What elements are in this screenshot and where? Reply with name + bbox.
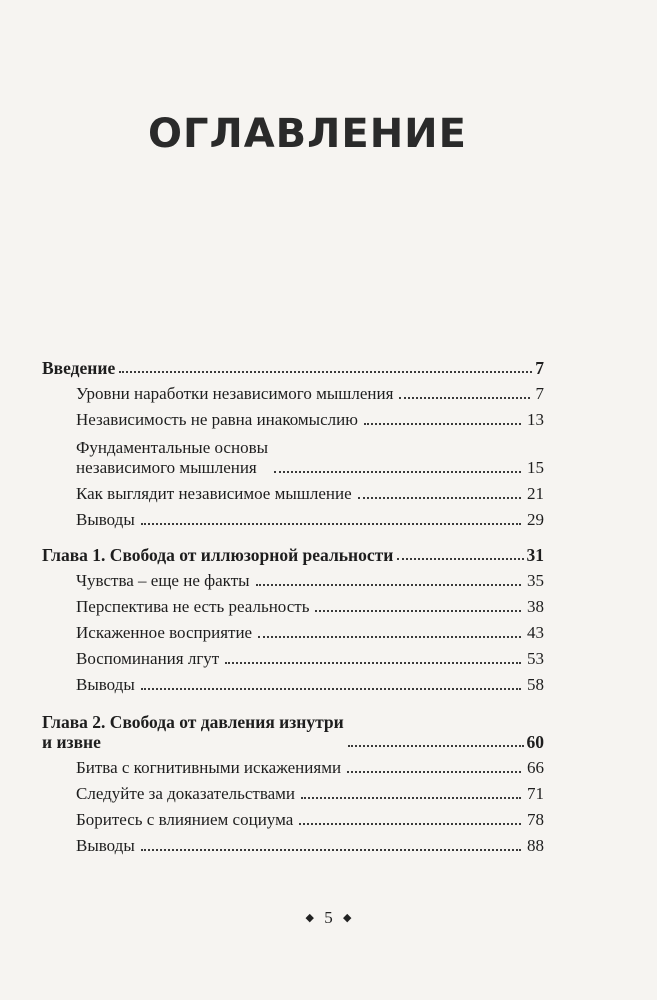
toc-item[interactable] [42,752,544,778]
toc-item-title-line2: независимого мышления [76,458,257,477]
toc-page-number: 21 [527,484,544,503]
toc-page-number: 29 [527,510,544,529]
toc-item-title: Искаженное восприятие [76,623,253,642]
dot-leader [141,688,521,690]
toc-page-number: 43 [527,623,544,642]
toc-item[interactable] [42,378,544,404]
toc-chapter-1 [42,539,544,695]
toc-item-title: Чувства – еще не факты [76,571,250,590]
table-of-contents [42,352,544,865]
toc-page-number: 35 [527,571,544,590]
toc-item-title: Выводы [76,836,135,855]
toc-item[interactable] [42,804,544,830]
dot-leader [256,584,521,586]
toc-item-title: Уровни наработки независимого мышления [76,384,394,403]
toc-page-number: 13 [527,410,544,429]
toc-item-title: Выводы [76,510,135,529]
toc-chapter-title: Глава 1. Свобода от иллюзорной реальности [42,545,394,565]
toc-item[interactable] [42,478,544,504]
dot-leader [397,558,523,560]
dot-leader [141,849,521,851]
dot-leader [274,471,521,473]
toc-chapter-title [42,712,344,752]
toc-item[interactable] [42,778,544,804]
dot-leader [141,523,521,525]
toc-chapter-row[interactable] [42,539,544,565]
toc-page-number: 66 [527,758,544,777]
toc-page-number: 15 [527,458,544,477]
toc-page-number: 71 [527,784,544,803]
dot-leader [364,423,521,425]
dot-leader [225,662,521,664]
toc-chapter-2 [42,704,544,856]
toc-page-number: 88 [527,836,544,855]
dot-leader [315,610,521,612]
toc-chapter-title: Введение [42,358,116,378]
toc-page-number: 7 [535,358,544,378]
dot-leader [358,497,521,499]
dot-leader [258,636,521,638]
toc-item-title: Следуйте за доказательствами [76,784,296,803]
toc-chapter-title-line1: Глава 2. Свобода от давления изнутри [42,712,344,732]
toc-item[interactable] [42,504,544,530]
toc-page-number: 53 [527,649,544,668]
toc-item-title: Боритесь с влиянием социума [76,810,294,829]
toc-chapter-intro [42,352,544,530]
toc-chapter-title-line2: и извне [42,732,101,752]
toc-page-number: 58 [527,675,544,694]
toc-item[interactable] [42,591,544,617]
toc-item-title: Битва с когнитивными искажениями [76,758,342,777]
toc-page-number: 38 [527,597,544,616]
toc-item-title [76,438,268,478]
toc-item-title: Независимость не равна инакомыслию [76,410,358,429]
toc-item[interactable] [42,430,544,478]
toc-item-title: Выводы [76,675,135,694]
dot-leader [348,745,524,747]
toc-item-title: Как выглядит независимое мышление [76,484,352,503]
toc-item-title-line1: Фундаментальные основы [76,438,269,457]
toc-item[interactable] [42,565,544,591]
toc-item-title: Перспектива не есть реальность [76,597,310,616]
toc-page-number: 7 [535,384,544,403]
dot-leader [399,397,529,399]
page-footer [0,908,657,928]
toc-page-number: 31 [526,545,544,565]
toc-chapter-row[interactable] [42,704,544,752]
toc-item[interactable] [42,643,544,669]
toc-page-number: 60 [526,732,544,752]
toc-chapter-row[interactable] [42,352,544,378]
toc-item[interactable] [42,830,544,856]
diamond-ornament-icon: ◆ [305,912,314,924]
dot-leader [301,797,521,799]
dot-leader [299,823,521,825]
toc-page-number: 78 [527,810,544,829]
page-number: 5 [324,908,333,927]
toc-item[interactable] [42,617,544,643]
toc-item[interactable] [42,669,544,695]
dot-leader [347,771,521,773]
toc-item-title: Воспоминания лгут [76,649,220,668]
dot-leader [119,371,532,373]
toc-item[interactable] [42,404,544,430]
page-title: ОГЛАВЛЕНИЕ [148,111,467,157]
diamond-ornament-icon: ◆ [343,912,352,924]
